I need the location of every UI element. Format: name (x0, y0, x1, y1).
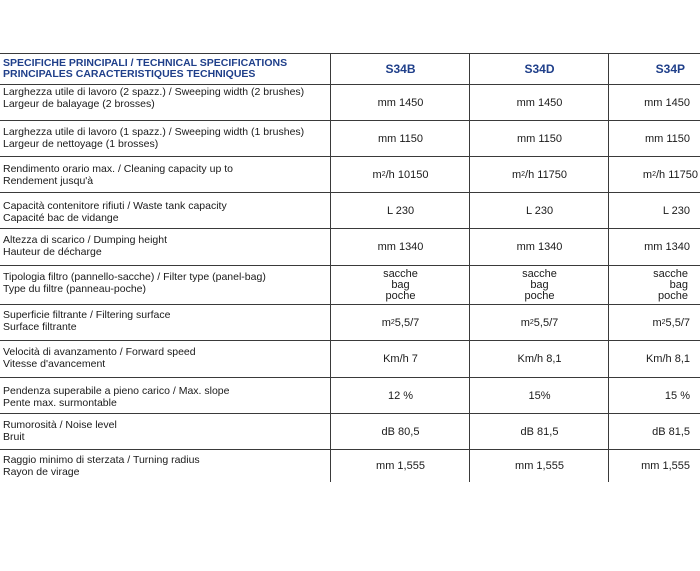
spec-title-line2: PRINCIPALES CARACTERISTIQUES TECHNIQUES (3, 68, 256, 80)
spec-value-s34p: mm 1340 (644, 241, 690, 253)
spec-value-s34d: 15% (528, 389, 551, 402)
spec-label: Rumorosità / Noise level Bruit (3, 419, 117, 443)
spec-value-s34p: m 2 5,5/7 (652, 316, 690, 329)
spec-value-s34d: Km/h 8,1 (517, 353, 562, 365)
spec-label: Tipologia filtro (pannello-sacche) / Filter type (panel-bag) Type du filtre (panneau-poche) (3, 271, 266, 295)
spec-label: Altezza di scarico / Dumping height Hauteur de décharge (3, 234, 167, 258)
table-row (0, 266, 700, 304)
spec-value-s34p: Km/h 8,1 (645, 353, 690, 365)
table-row (0, 229, 700, 265)
model-s34p: S34P (655, 62, 685, 76)
table-row (0, 414, 700, 449)
spec-value-s34p: mm 1,555 (641, 460, 690, 472)
spec-value-s34d: mm 1450 (516, 96, 563, 109)
spec-value-s34b: Km/h 7 (383, 353, 418, 365)
spec-value-s34b: mm 1150 (377, 132, 424, 145)
spec-label: Superficie filtrante / Filtering surface Surface filtrante (3, 309, 171, 333)
table-row (0, 450, 700, 482)
spec-value-s34p: dB 81,5 (652, 425, 690, 438)
spec-value-s34d: mm 1340 (516, 241, 563, 253)
spec-value-s34b: dB 80,5 (381, 425, 420, 438)
spec-label: Larghezza utile di lavoro (2 spazz.) / Sweeping width (2 brushes) Largeur de balayage (2 brosses) (3, 86, 305, 110)
table-row (0, 305, 700, 340)
table-row (0, 193, 700, 228)
spec-value-s34d: sacche bag poche (522, 267, 557, 302)
spec-label: Rendimento orario max. / Cleaning capacity up to Rendement jusqu'à (3, 163, 233, 187)
spec-value-s34d: L 230 (525, 204, 554, 217)
spec-value-s34b: mm 1,555 (376, 460, 425, 472)
spec-value-s34b: sacche bag poche (383, 267, 418, 302)
spec-value-s34p: sacche bag poche (653, 267, 688, 302)
spec-value-s34b: m 2 5,5/7 (381, 316, 420, 329)
spec-value-s34b: mm 1340 (377, 241, 424, 253)
spec-title-line1: SPECIFICHE PRINCIPALI / TECHNICAL SPECIFICATIONS (3, 57, 288, 69)
table-row (0, 378, 700, 413)
spec-value-s34d: m 2 /h 11750 (511, 168, 568, 181)
model-s34b: S34B (385, 62, 416, 76)
spec-value-s34d: mm 1,555 (515, 460, 564, 472)
spec-label: Velocità di avanzamento / Forward speed Vitesse d'avancement (3, 346, 196, 370)
spec-value-s34b: 12 % (387, 389, 414, 402)
spec-label: Larghezza utile di lavoro (1 spazz.) / Sweeping width (1 brushes) Largeur de nettoyage (1 brosses) (3, 126, 305, 150)
spec-value-s34d: mm 1150 (516, 132, 563, 145)
spec-title (3, 54, 325, 84)
spec-value-s34b: mm 1450 (377, 96, 424, 109)
spec-table (0, 53, 700, 482)
table-row (0, 157, 700, 192)
spec-label: Raggio minimo di sterzata / Turning radius Rayon de virage (3, 454, 200, 478)
spec-value-s34b: L 230 (386, 204, 415, 217)
spec-value-s34p: mm 1450 (644, 96, 690, 109)
spec-value-s34p: L 230 (662, 204, 690, 217)
table-row (0, 121, 700, 156)
spec-label: Pendenza superabile a pieno carico / Max. slope Pente max. surmontable (3, 385, 230, 409)
table-row (0, 85, 700, 120)
spec-value-s34p: m 2 /h 11750 (642, 168, 698, 181)
header-row (0, 54, 700, 84)
spec-value-s34d: dB 81,5 (520, 425, 559, 438)
spec-value-s34p: 15 % (664, 389, 690, 402)
spec-value-s34p: mm 1150 (644, 132, 690, 145)
spec-value-s34d: m 2 5,5/7 (520, 316, 559, 329)
spec-value-s34b: m 2 /h 10150 (372, 168, 429, 181)
model-s34d: S34D (524, 62, 555, 76)
table-row (0, 341, 700, 377)
spec-label: Capacità contenitore rifiuti / Waste tank capacity Capacité bac de vidange (3, 200, 227, 224)
